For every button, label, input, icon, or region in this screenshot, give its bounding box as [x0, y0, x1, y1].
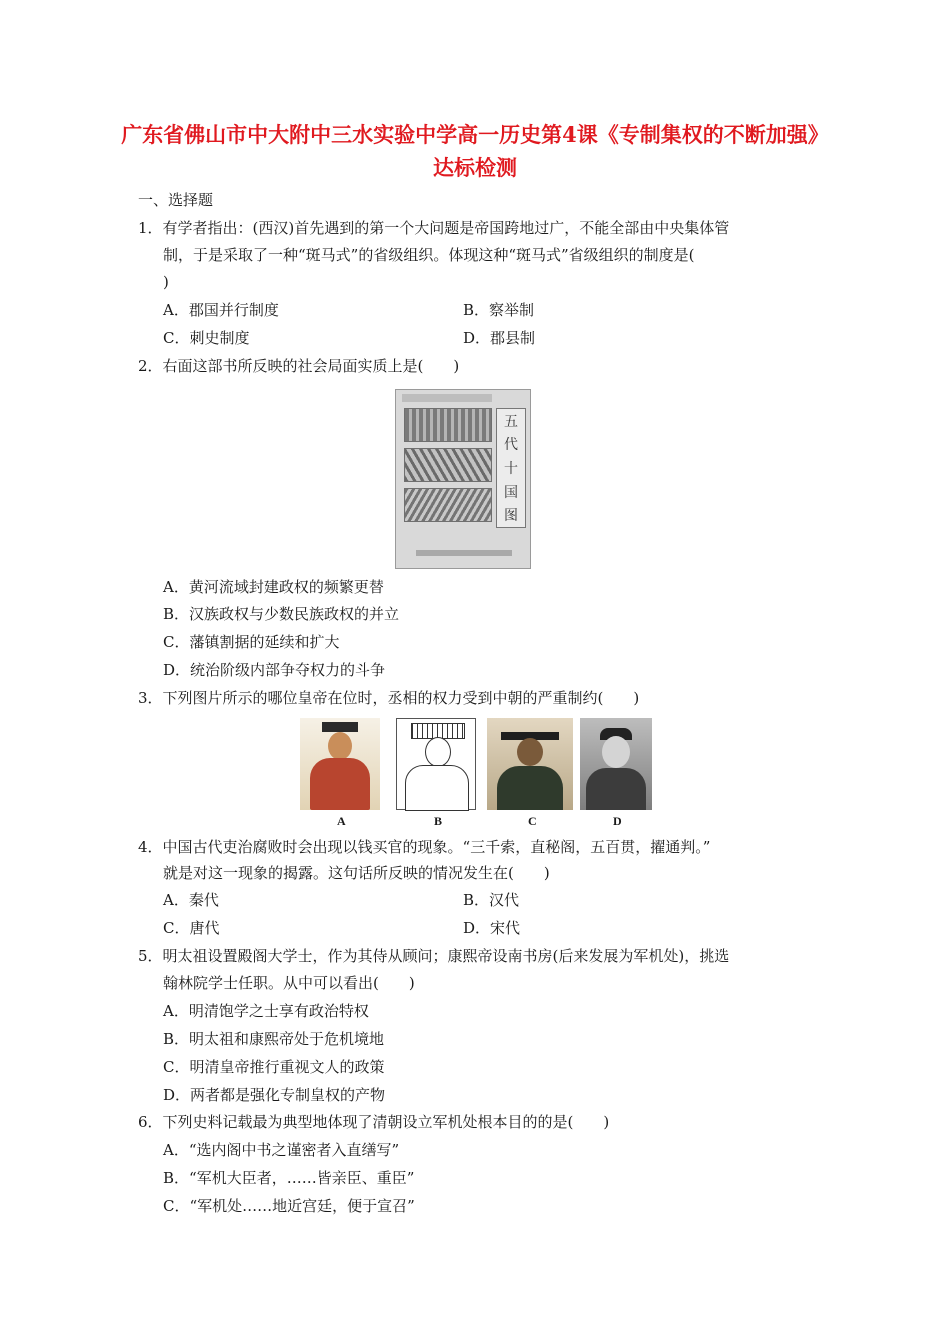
question-5-option-c: C．明清皇帝推行重视文人的政策	[163, 1058, 385, 1076]
document-title: 广东省佛山市中大附中三水实验中学高一历史第4课《专制集权的不断加强》达标检测	[121, 122, 829, 180]
book-title-char: 图	[504, 508, 518, 525]
question-6-option-b: B．“军机大臣者，……皆亲臣、重臣”	[163, 1169, 415, 1187]
portrait-label-c: C	[528, 814, 537, 828]
crown-shape	[322, 722, 358, 732]
question-4-option-c: C．唐代	[163, 919, 220, 937]
question-5-line-1: 5．明太祖设置殿阁大学士，作为其侍从顾问；康熙帝设南书房(后来发展为军机处)，挑选	[138, 947, 730, 965]
question-6-stem: 6．下列史料记载最为典型地体现了清朝设立军机处根本目的的是( )	[138, 1113, 610, 1131]
emperor-portrait-d	[580, 718, 652, 810]
book-title-box	[496, 408, 526, 528]
portrait-label-a: A	[337, 814, 346, 828]
question-5-option-b: B．明太祖和康熙帝处于危机境地	[163, 1030, 385, 1048]
question-1-option-b: B．察举制	[463, 301, 535, 319]
question-2-option-d: D．统治阶级内部争夺权力的斗争	[163, 661, 386, 679]
question-5-line-2: 翰林院学士任职。从中可以看出( )	[163, 974, 415, 992]
question-6-option-a: A．“选内阁中书之谨密者入直缮写”	[163, 1141, 400, 1159]
book-title-char: 国	[504, 484, 518, 501]
book-title-char: 十	[504, 460, 518, 477]
robe-shape	[405, 765, 469, 811]
question-3-stem: 3．下列图片所示的哪位皇帝在位时，丞相的权力受到中朝的严重制约( )	[138, 689, 640, 707]
book-header-band	[402, 394, 492, 402]
question-2-option-b: B．汉族政权与少数民族政权的并立	[163, 605, 400, 623]
question-2-option-a: A．黄河流域封建政权的频繁更替	[163, 578, 384, 596]
robe-shape	[497, 766, 563, 810]
book-title-char: 代	[504, 437, 518, 454]
question-1-line-2: 制，于是采取了一种“斑马式”的省级组织。体现这种“斑马式”省级组织的制度是(	[163, 246, 695, 264]
head-shape	[425, 737, 451, 767]
question-6-option-c: C．“军机处……地近宫廷，便于宣召”	[163, 1197, 415, 1215]
question-4-option-d: D．宋代	[463, 919, 521, 937]
question-5-option-a: A．明清饱学之士享有政治特权	[163, 1002, 369, 1020]
section-heading: 一、选择题	[138, 191, 214, 209]
book-title-char: 五	[504, 413, 518, 430]
question-1-line-3: )	[163, 273, 169, 291]
portrait-label-d: D	[613, 814, 622, 828]
question-2-option-c: C．藩镇割据的延续和扩大	[163, 633, 340, 651]
book-illustration-1	[404, 408, 492, 442]
question-2-stem: 2．右面这部书所反映的社会局面实质上是( )	[138, 357, 460, 375]
head-shape	[328, 732, 352, 760]
head-shape	[602, 736, 630, 768]
robe-shape	[586, 768, 646, 810]
emperor-portrait-b	[396, 718, 476, 810]
question-4-option-b: B．汉代	[463, 891, 520, 909]
question-4-line-2: 就是对这一现象的揭露。这句话所反映的情况发生在( )	[163, 864, 550, 882]
question-1-option-a: A．郡国并行制度	[163, 301, 279, 319]
question-1-line-1: 1．有学者指出：(西汉)首先遇到的第一个大问题是帝国跨地过广，不能全部由中央集体管	[138, 219, 730, 237]
question-5-option-d: D．两者都是强化专制皇权的产物	[163, 1086, 386, 1104]
emperor-portrait-a	[300, 718, 380, 810]
book-illustration-2	[404, 448, 492, 482]
emperor-portrait-c	[487, 718, 573, 810]
book-cover-image	[395, 389, 531, 569]
question-4-line-1: 4．中国古代吏治腐败时会出现以钱买官的现象。“三千索，直秘阁，五百贯，擢通判。”	[138, 838, 711, 856]
book-illustration-3	[404, 488, 492, 522]
head-shape	[517, 738, 543, 766]
question-4-option-a: A．秦代	[163, 891, 219, 909]
question-1-option-c: C．刺史制度	[163, 329, 250, 347]
question-1-option-d: D．郡县制	[463, 329, 536, 347]
portrait-label-b: B	[434, 814, 443, 828]
robe-shape	[310, 758, 370, 810]
book-footer-band	[416, 550, 512, 556]
